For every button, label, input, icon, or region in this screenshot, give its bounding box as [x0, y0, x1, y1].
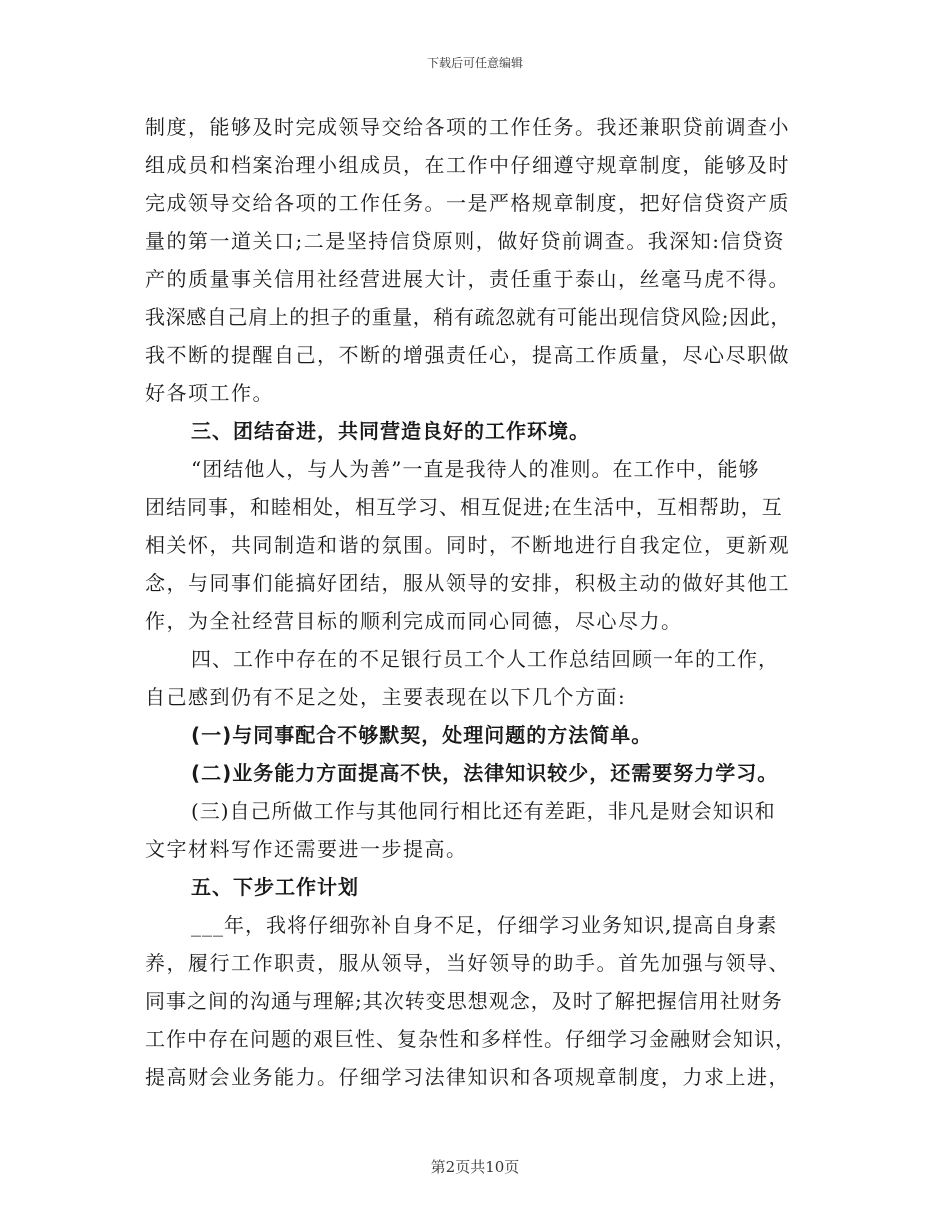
body-line: 同事之间的沟通与理解;其次转变思想观念，及时了解把握信用社财务	[145, 989, 783, 1013]
body-line: 制度，能够及时完成领导交给各项的工作任务。我还兼职贷前调查小	[145, 115, 790, 139]
body-line: 相关怀，共同制造和谐的氛围。同时，不断地进行自我定位，更新观	[145, 533, 790, 557]
body-line: 组成员和档案治理小组成员，在工作中仔细遵守规章制度，能够及时	[145, 153, 790, 177]
body-line: 文字材料写作还需要进一步提高。	[145, 837, 468, 861]
body-line: 量的第一道关口;二是坚持信贷原则，做好贷前调查。我深知:信贷资	[145, 229, 785, 253]
body-line: 工作中存在问题的艰巨性、复杂性和多样性。仔细学习金融财会知识，	[145, 1027, 796, 1051]
body-line: 好各项工作。	[145, 381, 274, 405]
body-line: “团结他人，与人为善”一直是我待人的准则。在工作中，能够	[191, 457, 760, 481]
body-line: 我深感自己肩上的担子的重量，稍有疏忽就有可能出现信贷风险;因此，	[145, 305, 791, 329]
body-line: 养，履行工作职责，服从领导，当好领导的助手。首先加强与领导、	[145, 951, 790, 975]
section-heading-5: 五、下步工作计划	[191, 875, 359, 899]
body-line: 作，为全社经营目标的顺利完成而同心同德，尽心尽力。	[145, 609, 683, 633]
document-body	[145, 108, 815, 1096]
list-item-1: (一)与同事配合不够默契，处理问题的方法简单。	[191, 723, 653, 747]
body-line: 完成领导交给各项的工作任务。一是严格规章制度，把好信贷资产质	[145, 191, 790, 215]
page-footer: 第2页共10页	[430, 1158, 520, 1176]
section-heading-4: 四、工作中存在的不足银行员工个人工作总结回顾一年的工作，	[191, 647, 779, 671]
body-line: 我不断的提醒自己，不断的增强责任心，提高工作质量，尽心尽职做	[145, 343, 790, 367]
section-heading-3: 三、团结奋进，共同营造良好的工作环境。	[191, 419, 590, 443]
list-item-3: (三)自己所做工作与其他同行相比还有差距，非凡是财会知识和	[191, 799, 776, 823]
body-line: 自己感到仍有不足之处，主要表现在以下几个方面:	[145, 685, 627, 709]
body-line: 团结同事，和睦相处，相互学习、相互促进;在生活中，互相帮助，互	[145, 495, 783, 519]
body-line: 提高财会业务能力。仔细学习法律知识和各项规章制度，力求上进，	[145, 1065, 790, 1089]
body-line: 产的质量事关信用社经营进展大计，责任重于泰山，丝毫马虎不得。	[145, 267, 790, 291]
body-line: ___年，我将仔细弥补自身不足，仔细学习业务知识,提高自身素	[191, 913, 778, 937]
list-item-2: (二)业务能力方面提高不快，法律知识较少，还需要努力学习。	[191, 761, 779, 785]
body-line: 念，与同事们能搞好团结，服从领导的安排，积极主动的做好其他工	[145, 571, 790, 595]
page-header: 下载后可任意编辑	[426, 56, 523, 70]
